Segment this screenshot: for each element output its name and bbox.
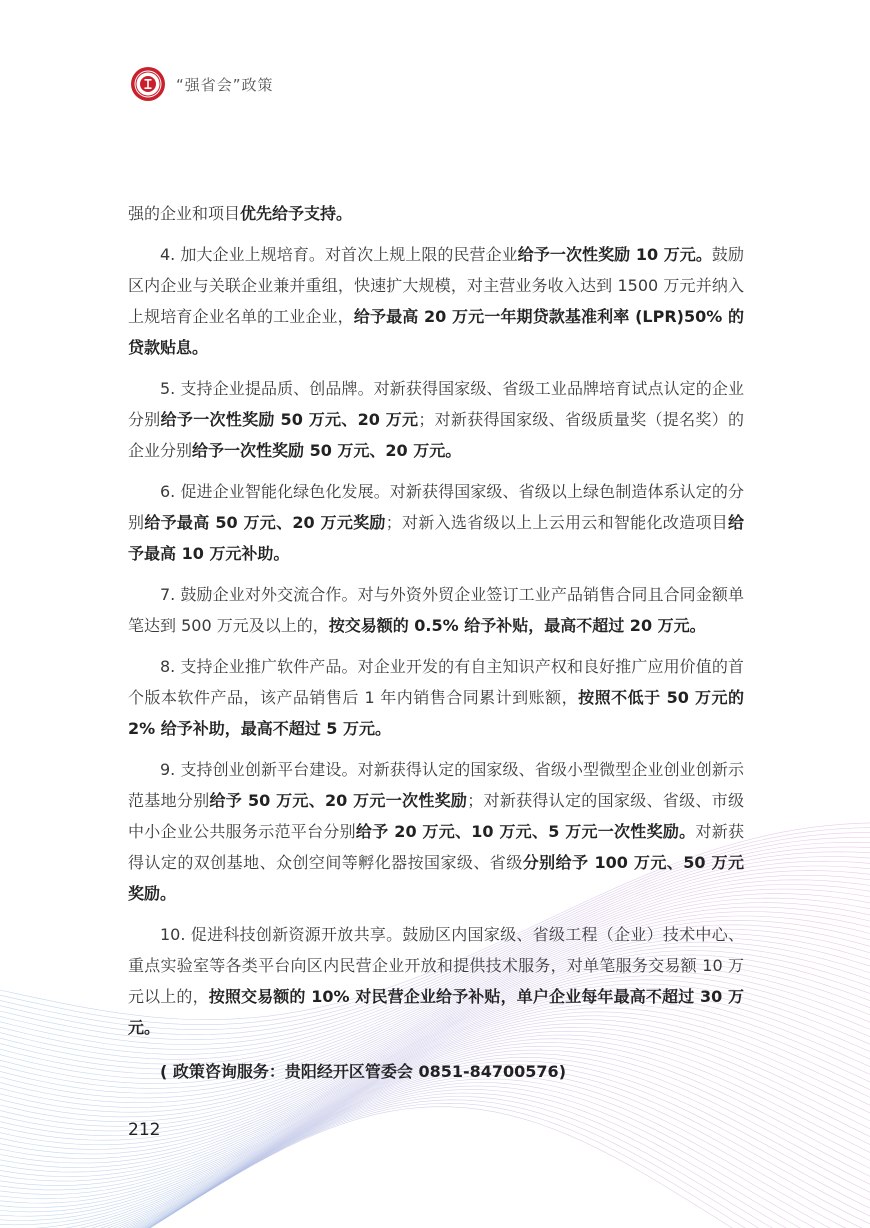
body-text: 鼓励区内企业与关联企业兼并重组，快速扩大规模，对主营业务收入达到 1500 万元并纳入上规培育企业名单的工业企业， [128, 245, 744, 326]
body-text: ；对新获得国家级、省级质量奖（提名奖）的企业分别 [128, 410, 744, 460]
emblem-logo-icon [130, 66, 166, 102]
body-text: 强的企业和项目 [128, 204, 241, 223]
header-title: “强省会”政策 [176, 75, 274, 94]
policy-paragraph [128, 919, 744, 1043]
body-text: ；对新获得认定的国家级、省级、市级中小企业公共服务示范平台分别 [128, 791, 744, 841]
policy-content [128, 198, 744, 1082]
policy-paragraph [128, 754, 744, 909]
wave-line [0, 1090, 870, 1228]
body-text: ；对新入选省级以上上云用云和智能化改造项目 [385, 513, 728, 532]
highlight-text: 给予最高 20 万元一年期贷款基准利率 (LPR)50% 的贷款贴息。 [128, 307, 744, 357]
page-number: 212 [128, 1120, 161, 1140]
policy-paragraph [128, 198, 744, 229]
highlight-text: 给予最高 10 万元补助。 [128, 513, 744, 563]
highlight-text: 按照不低于 50 万元的 2% 给予补助，最高不超过 5 万元。 [128, 688, 744, 738]
body-text: 8. 支持企业推广软件产品。对企业开发的有自主知识产权和良好推广应用价值的首个版本软件产品，该产品销售后 1 年内销售合同累计到账额， [128, 657, 744, 707]
body-text: 5. 支持企业提品质、创品牌。对新获得国家级、省级工业品牌培育试点认定的企业分别 [128, 379, 744, 429]
highlight-text: 优先给予支持。 [240, 204, 353, 223]
policy-paragraph [128, 239, 744, 363]
policy-paragraph [128, 373, 744, 466]
highlight-text: 给予 50 万元、20 万元一次性奖励 [209, 791, 468, 810]
highlight-text: 给予最高 50 万元、20 万元奖励 [144, 513, 386, 532]
wave-line [0, 1083, 870, 1228]
policy-paragraph [128, 476, 744, 569]
highlight-text: 分别给予 100 万元、50 万元奖励。 [128, 853, 744, 903]
body-text: 4. 加大企业上规培育。对首次上规上限的民营企业 [160, 245, 518, 264]
highlight-text: 按照交易额的 10% 对民营企业给予补贴，单户企业每年最高不超过 30 万元。 [128, 987, 744, 1037]
contact-info: ( 政策咨询服务：贵阳经开区管委会 0851-84700576) [160, 1062, 567, 1081]
body-text: 7. 鼓励企业对外交流合作。对与外资外贸企业签订工业产品销售合同且合同金额单笔达到 500 万元及以上的， [128, 585, 744, 635]
highlight-text: 给予 20 万元、10 万元、5 万元一次性奖励。 [355, 822, 696, 841]
highlight-text: 给予一次性奖励 10 万元。 [517, 245, 712, 264]
page-header [130, 64, 274, 104]
wave-line [0, 1072, 870, 1228]
body-text: 对新获得认定的双创基地、众创空间等孵化器按国家级、省级 [128, 822, 744, 872]
policy-paragraph [128, 651, 744, 744]
highlight-text: 按交易额的 0.5% 给予补贴，最高不超过 20 万元。 [328, 616, 706, 635]
paragraph-list [128, 198, 744, 1043]
policy-paragraph [128, 579, 744, 641]
wave-line [0, 1068, 870, 1228]
wave-line [0, 1093, 870, 1228]
body-text: 6. 促进企业智能化绿色化发展。对新获得国家级、省级以上绿色制造体系认定的分别 [128, 482, 744, 532]
body-text: 10. 促进科技创新资源开放共享。鼓励区内国家级、省级工程（企业）技术中心、重点实验室等各类平台向区内民营企业开放和提供技术服务，对单笔服务交易额 10 万元以上的， [128, 925, 744, 1006]
highlight-text: 给予一次性奖励 50 万元、20 万元 [160, 410, 419, 429]
highlight-text: 给予一次性奖励 50 万元、20 万元。 [192, 441, 462, 460]
body-text: 9. 支持创业创新平台建设。对新获得认定的国家级、省级小型微型企业创业创新示范基地分别 [128, 760, 744, 810]
